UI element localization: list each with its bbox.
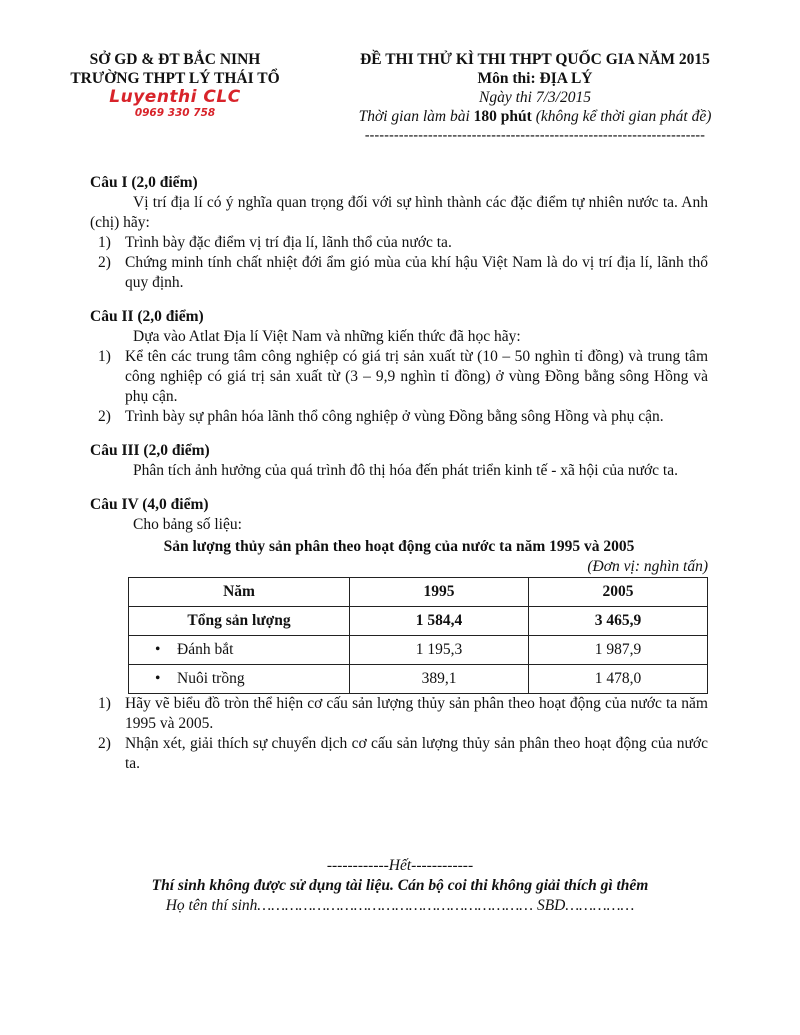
row-label: • Nuôi trồng [129,665,350,694]
footer-note: Thí sinh không được sử dụng tài liệu. Cán bộ coi thi không giải thích gì thêm [151,877,649,894]
row-label: • Đánh bắt [129,636,350,665]
header-separator: ---------------------------------------------------------------------- [364,128,706,143]
question-1-title: Câu I (2,0 điểm) [90,174,198,191]
table-row [129,636,708,665]
question-2-item: 1) Kể tên các trung tâm công nghiệp có giá trị sản xuất từ (10 – 50 nghìn tỉ đồng) và trung tâm công nghiệp có giá trị sản xuất từ (3 – 9,9 nghìn tỉ đồng) ở vùng Đồng bằng sông Hồng và phụ cận. [98,348,708,405]
end-mark: ------------Hết------------ [326,857,474,874]
table-row [129,665,708,694]
candidate-line: Họ tên thí sinh…………………………………………………… SBD…………… [165,897,635,914]
question-1-intro: Vị trí địa lí có ý nghĩa quan trọng đối với sự hình thành các đặc điểm tự nhiên nước ta. Anh (chị) hãy: [90,194,708,231]
question-1-item: 1) Trình bày đặc điểm vị trí địa lí, lãnh thổ của nước ta. [98,234,452,251]
cell-2005: 1 478,0 [529,665,708,694]
question-4-intro: Cho bảng số liệu: [133,516,242,533]
exam-title: ĐỀ THI THỬ KÌ THI THPT QUỐC GIA NĂM 2015 [360,51,710,68]
fishery-table [128,577,708,694]
bullet-icon: • [155,670,161,687]
department-name: SỞ GD & ĐT BẮC NINH [89,51,261,68]
school-header [40,50,310,119]
question-4-item: 2) Nhận xét, giải thích sự chuyển dịch cơ cấu sản lượng thủy sản phân theo hoạt động của nước ta. [98,735,708,772]
logo-phone: 0969 330 758 [134,107,216,119]
question-2-title: Câu II (2,0 điểm) [90,308,204,325]
table-header-row [129,578,708,607]
total-1995: 1 584,4 [350,607,529,636]
exam-body [90,173,708,774]
question-2-intro: Dựa vào Atlat Địa lí Việt Nam và những kiến thức đã học hãy: [133,328,521,345]
exam-date: Ngày thi 7/3/2015 [479,89,591,106]
exam-subject: Môn thi: ĐỊA LÝ [477,70,593,87]
question-4-item: 1) Hãy vẽ biểu đồ tròn thể hiện cơ cấu sản lượng thủy sản phân theo hoạt động của nước ta năm 1995 và 2005. [98,695,708,732]
question-3-title: Câu III (2,0 điểm) [90,442,210,459]
header-cell: 1995 [350,578,529,607]
exam-header [330,50,740,145]
header-cell: Năm [129,578,350,607]
exam-duration: Thời gian làm bài 180 phút (không kể thời gian phát đề) [358,108,712,125]
question-2-item: 2) Trình bày sự phân hóa lãnh thổ công nghiệp ở vùng Đồng bằng sông Hồng và phụ cận. [98,408,664,425]
header-cell: 2005 [529,578,708,607]
cell-2005: 1 987,9 [529,636,708,665]
luyenthi-logo-text: Luyenthi CLC [109,87,241,107]
cell-1995: 1 195,3 [350,636,529,665]
question-4-title: Câu IV (4,0 điểm) [90,496,209,513]
question-3-intro: Phân tích ảnh hưởng của quá trình đô thị hóa đến phát triển kinh tế - xã hội của nước ta. [133,462,678,479]
table-unit: (Đơn vị: nghìn tấn) [587,558,708,575]
total-label: Tổng sản lượng [129,607,350,636]
bullet-icon: • [155,641,161,658]
table-title: Sản lượng thủy sản phân theo hoạt động của nước ta năm 1995 và 2005 [163,538,635,555]
school-name: TRƯỜNG THPT LÝ THÁI TỔ [70,70,280,87]
question-1-item: 2) Chứng minh tính chất nhiệt đới ẩm gió mùa của khí hậu Việt Nam là do vị trí địa lí, lãnh thổ quy định. [98,254,708,291]
cell-1995: 389,1 [350,665,529,694]
total-2005: 3 465,9 [529,607,708,636]
table-row-total [129,607,708,636]
exam-footer [0,856,800,916]
